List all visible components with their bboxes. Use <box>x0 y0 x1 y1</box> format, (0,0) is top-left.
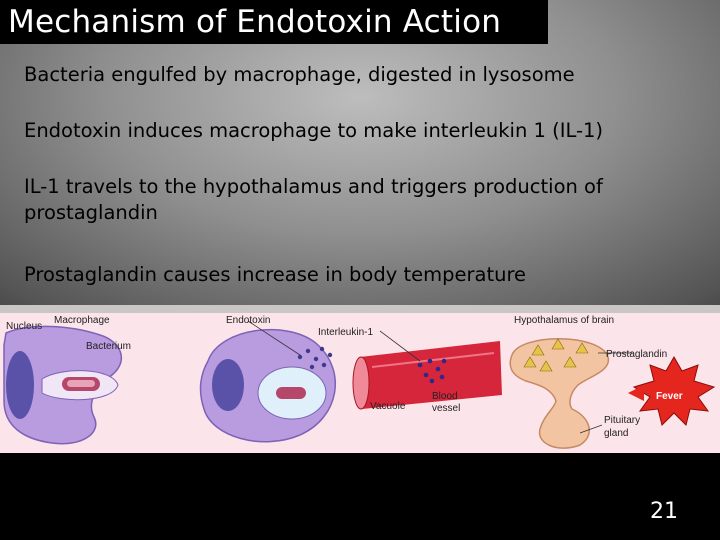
label-vessel: vessel <box>432 403 461 414</box>
nucleus-shape <box>6 351 34 419</box>
nucleus-shape-2 <box>212 359 244 411</box>
vessel-opening <box>353 357 369 409</box>
label-blood: Blood <box>432 391 458 402</box>
bacterium-highlight <box>67 380 95 387</box>
slide-title: Mechanism of Endotoxin Action <box>8 4 502 40</box>
bullet-2: Endotoxin induces macrophage to make interleukin 1 (IL-1) <box>24 119 604 142</box>
label-gland: gland <box>604 428 629 439</box>
label-fever: Fever <box>656 391 683 402</box>
endotoxin-mechanism-figure <box>0 305 720 453</box>
label-hypothalamus: Hypothalamus of brain <box>514 315 615 326</box>
bullet-1: Bacteria engulfed by macrophage, digested in lysosome <box>24 63 575 86</box>
digested-bacterium <box>276 387 306 399</box>
label-endotoxin: Endotoxin <box>226 315 271 326</box>
label-interleukin: Interleukin-1 <box>318 327 374 338</box>
label-pituitary: Pituitary <box>604 415 641 426</box>
bullet-4: Prostaglandin causes increase in body temperature <box>24 263 527 286</box>
lower-dark-area <box>0 453 720 540</box>
page-number: 21 <box>650 499 678 524</box>
label-prostaglandin: Prostaglandin <box>606 349 668 360</box>
title-bar <box>0 0 548 44</box>
label-nucleus: Nucleus <box>6 321 43 332</box>
figure-top-strip <box>0 305 720 313</box>
label-macrophage: Macrophage <box>54 315 110 326</box>
bullet-3: IL-1 travels to the hypothalamus and triggers production of prostaglandin <box>24 175 603 224</box>
label-vacuole: Vacuole <box>370 401 406 412</box>
label-bacterium: Bacterium <box>86 341 132 352</box>
